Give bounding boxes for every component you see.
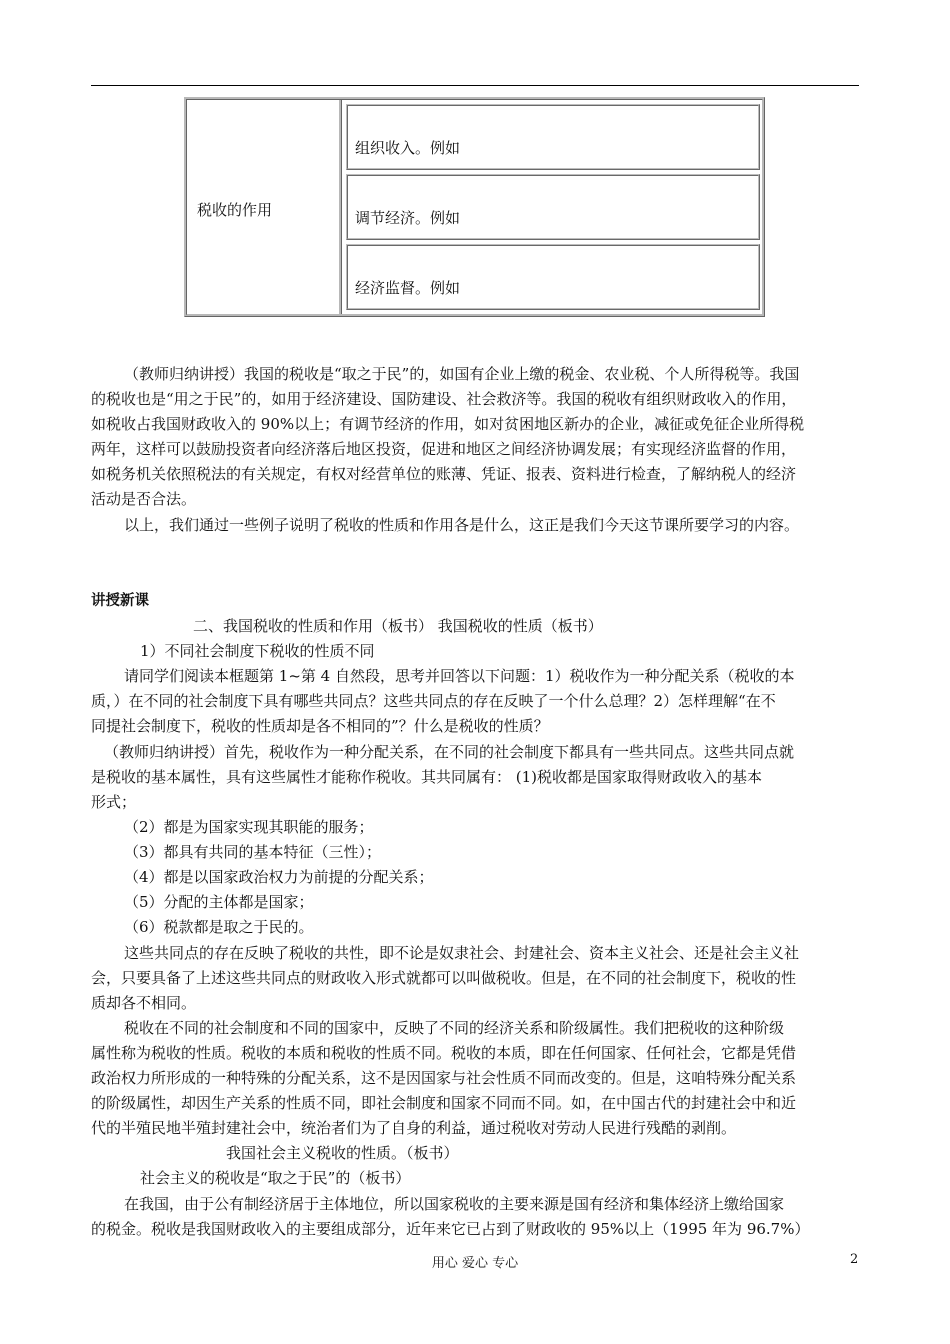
paragraph-line: 政治权力所形成的一种特殊的分配关系，这不是因国家与社会性质不同而改变的。但是，这咱特殊分配关系 bbox=[91, 1069, 797, 1087]
table-cell-text: 经济监督。例如 bbox=[355, 279, 461, 297]
board-heading: 我国社会主义税收的性质。（板书） bbox=[226, 1144, 459, 1162]
paragraph-line: 在我国，由于公有制经济居于主体地位，所以国家税收的主要来源是国有经济和集体经济上缴给国家 bbox=[124, 1195, 785, 1213]
paragraph-line: 的阶级属性，却因生产关系的性质不同，即社会制度和国家不同而不同。如，在中国古代的封建社会中和近 bbox=[91, 1094, 797, 1112]
paragraph-line: 两年，这样可以鼓励投资者向经济落后地区投资，促进和地区之间经济协调发展；有实现经济监督的作用， bbox=[91, 440, 797, 458]
subheading: 1）不同社会制度下税收的性质不同 bbox=[140, 642, 375, 660]
paragraph-line: 请同学们阅读本框题第 1~第 4 自然段，思考并回答以下问题：1）税收作为一种分配关系（税收的本 bbox=[124, 667, 795, 685]
board-heading: 社会主义的税收是“取之于民”的（板书） bbox=[140, 1169, 411, 1187]
table-cell-text: 组织收入。例如 bbox=[355, 139, 461, 157]
board-heading: 二、我国税收的性质和作用（板书） 我国税收的性质（板书） bbox=[193, 617, 603, 635]
table-row-header: 税收的作用 bbox=[197, 201, 273, 219]
section-heading: 讲授新课 bbox=[91, 593, 149, 609]
list-item: （5）分配的主体都是国家； bbox=[124, 893, 314, 911]
table-cell-regulate bbox=[346, 174, 760, 240]
paragraph-line: 质，）在不同的社会制度下具有哪些共同点？这些共同点的存在反映了一个什么总理？2）怎样理解“在不 bbox=[91, 692, 776, 710]
list-item: （3）都具有共同的基本特征（三性）； bbox=[124, 843, 382, 861]
paragraph-line: 如税务机关依照税法的有关规定，有权对经营单位的账薄、凭证、报表、资料进行检查，了解纳税人的经济 bbox=[91, 465, 797, 483]
table-cell-text: 调节经济。例如 bbox=[355, 209, 461, 227]
table-cell-supervise bbox=[346, 244, 760, 310]
paragraph-line: 会，只要具备了上述这些共同点的财政收入形式就都可以叫做税收。但是，在不同的社会制度下，税收的性 bbox=[91, 969, 797, 987]
paragraph-line: 代的半殖民地半殖封建社会中，统治者们为了自身的利益，通过税收对劳动人民进行残酷的剥削。 bbox=[91, 1119, 737, 1137]
page-footer: 用心 爱心 专心 bbox=[431, 1256, 519, 1271]
table-cell-income bbox=[346, 104, 760, 170]
paragraph-line: 活动是否合法。 bbox=[91, 490, 197, 508]
list-item: （6）税款都是取之于民的。 bbox=[124, 918, 314, 936]
paragraph-line: 形式； bbox=[91, 793, 137, 811]
header-rule bbox=[91, 85, 859, 86]
paragraph-line: 的税收也是“用之于民”的，如用于经济建设、国防建设、社会救济等。我国的税收有组织财政收入的作用， bbox=[91, 390, 797, 408]
tax-function-table bbox=[184, 97, 765, 317]
list-item: （2）都是为国家实现其职能的服务； bbox=[124, 818, 374, 836]
paragraph-line: 质却各不相同。 bbox=[91, 994, 197, 1012]
paragraph-line: 属性称为税收的性质。税收的本质和税收的性质不同。税收的本质，即在任何国家、任何社会，它都是凭借 bbox=[91, 1044, 797, 1062]
table-row-header-cell bbox=[187, 100, 342, 314]
paragraph-line: 是税收的基本属性，具有这些属性才能称作税收。其共同属有： (1)税收都是国家取得财政收入的基本 bbox=[91, 768, 763, 786]
paragraph-line: 如税收占我国财政收入的 90%以上；有调节经济的作用，如对贫困地区新办的企业，减征或免征企业所得税 bbox=[91, 415, 805, 433]
paragraph-line: 这些共同点的存在反映了税收的共性，即不论是奴隶社会、封建社会、资本主义社会、还是社会主义社 bbox=[124, 944, 800, 962]
paragraph-line: （教师归纳讲授）首先，税收作为一种分配关系，在不同的社会制度下都具有一些共同点。这些共同点就 bbox=[104, 743, 795, 761]
paragraph-line: 以上，我们通过一些例子说明了税收的性质和作用各是什么，这正是我们今天这节课所要学习的内容。 bbox=[124, 516, 800, 534]
paragraph-line: （教师归纳讲授）我国的税收是“取之于民”的，如国有企业上缴的税金、农业税、个人所得税等。我国 bbox=[124, 365, 800, 383]
paragraph-line: 税收在不同的社会制度和不同的国家中，反映了不同的经济关系和阶级属性。我们把税收的这种阶级 bbox=[124, 1019, 785, 1037]
page-number: 2 bbox=[850, 1252, 859, 1267]
paragraph-line: 的税金。税收是我国财政收入的主要组成部分，近年来它已占到了财政收的 95%以上（1995 年为 96.7%） bbox=[91, 1220, 810, 1238]
paragraph-line: 同提社会制度下，税收的性质却是各不相同的”？什么是税收的性质？ bbox=[91, 717, 549, 735]
list-item: （4）都是以国家政治权力为前提的分配关系； bbox=[124, 868, 434, 886]
